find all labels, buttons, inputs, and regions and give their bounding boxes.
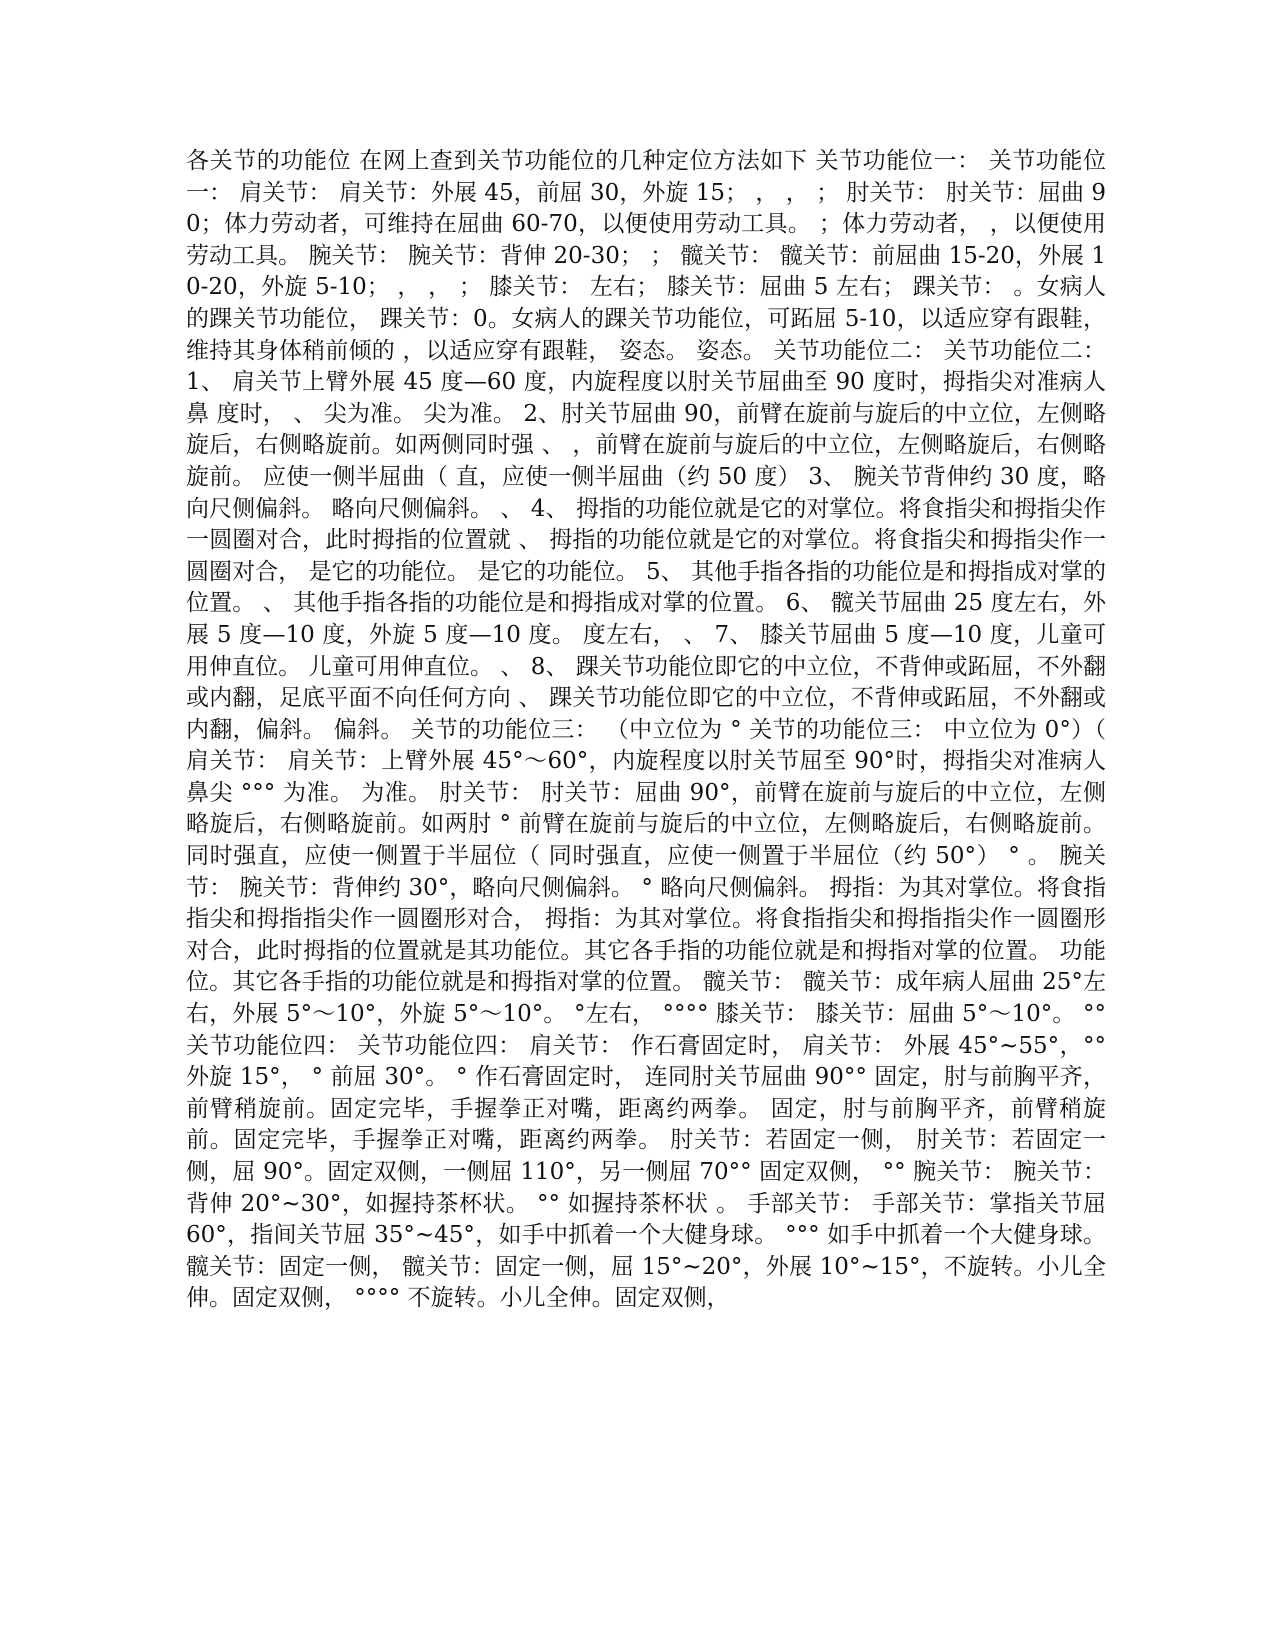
document-body-text: 各关节的功能位 在网上查到关节功能位的几种定位方法如下 关节功能位一： 关节功能位一： 肩关节： 肩关节：外展 45，前屈 30，外旋 15； ， ， ； 肘关节： 肘关节：屈曲 90；体力劳动者，可维持在屈曲 60-70，以便使用劳动工具。 ；体力劳动者， ，以便使用劳动工具。 腕关节： 腕关节：背伸 20-30； ； 髋关节： 髋关节：前屈曲 15-20，外展 10-20，外旋 5-10； ， ， ； 膝关节： 左右； 膝关节：屈曲 5 左右； 踝关节： 。女病人的踝关节功能位， 踝关节：0。女病人的踝关节功能位，可跖屈 5-10，以适应穿有跟鞋，维持其身体稍前倾的 ，以适应穿有跟鞋， 姿态。 姿态。 关节功能位二： 关节功能位二： 1、 肩关节上臂外展 45 度—60 度，内旋程度以肘关节屈曲至 90 度时，拇指尖对准病人鼻 度时， 、 尖为准。 尖为准。 2、肘关节屈曲 90，前臂在旋前与旋后的中立位，左侧略旋后，右侧略旋前。如两侧同时强 、 ，前臂在旋前与旋后的中立位，左侧略旋后，右侧略旋前。 应使一侧半屈曲（ 直，应使一侧半屈曲（约 50 度） 3、 腕关节背伸约 30 度，略向尺侧偏斜。 略向尺侧偏斜。 、 4、 拇指的功能位就是它的对掌位。将食指尖和拇指尖作一圆圈对合，此时拇指的位置就 、 拇指的功能位就是它的对掌位。将食指尖和拇指尖作一圆圈对合， 是它的功能位。 是它的功能位。 5、 其他手指各指的功能位是和拇指成对掌的位置。 、 其他手指各指的功能位是和拇指成对掌的位置。 6、 髋关节屈曲 25 度左右，外展 5 度—10 度，外旋 5 度—10 度。 度左右， 、 7、 膝关节屈曲 5 度—10 度，儿童可用伸直位。 儿童可用伸直位。 、 8、 踝关节功能位即它的中立位，不背伸或跖屈，不外翻或内翻，足底平面不向任何方向 、 踝关节功能位即它的中立位，不背伸或跖屈，不外翻或内翻，偏斜。 偏斜。 关节的功能位三： （中立位为 ° 关节的功能位三： 中立位为 0°）（ 肩关节： 肩关节：上臂外展 45°～60°，内旋程度以肘关节屈至 90°时，拇指尖对准病人鼻尖 °°° 为准。 为准。 肘关节： 肘关节：屈曲 90°，前臂在旋前与旋后的中立位，左侧略旋后，右侧略旋前。如两肘 ° 前臂在旋前与旋后的中立位，左侧略旋后，右侧略旋前。 同时强直，应使一侧置于半屈位（ 同时强直，应使一侧置于半屈位（约 50°） ° 。 腕关节： 腕关节：背伸约 30°，略向尺侧偏斜。 ° 略向尺侧偏斜。 拇指：为其对掌位。将食指指尖和拇指指尖作一圆圈形对合， 拇指：为其对掌位。将食指指尖和拇指指尖作一圆圈形对合，此时拇指的位置就是其功能位。其它各手指的功能位就是和拇指对掌的位置。 功能位。其它各手指的功能位就是和拇指对掌的位置。 髋关节： 髋关节：成年病人屈曲 25°左右，外展 5°～10°，外旋 5°～10°。 °左右， °°°° 膝关节： 膝关节：屈曲 5°～10°。 °° 关节功能位四： 关节功能位四： 肩关节： 作石膏固定时， 肩关节： 外展 45°~55°，°° 外旋 15°， ° 前屈 30°。 ° 作石膏固定时， 连同肘关节屈曲 90°° 固定，肘与前胸平齐，前臂稍旋前。固定完毕，手握拳正对嘴，距离约两拳。 固定，肘与前胸平齐，前臂稍旋前。固定完毕，手握拳正对嘴，距离约两拳。 肘关节：若固定一侧， 肘关节：若固定一侧，屈 90°。固定双侧，一侧屈 110°，另一侧屈 70°° 固定双侧， °° 腕关节： 腕关节：背伸 20°~30°，如握持茶杯状。 °° 如握持茶杯状 。 手部关节： 手部关节：掌指关节屈 60°，指间关节屈 35°~45°，如手中抓着一个大健身球。 °°° 如手中抓着一个大健身球。 髋关节：固定一侧， 髋关节：固定一侧，屈 15°~20°，外展 10°~15°，不旋转。小儿全伸。固定双侧， °°°° 不旋转。小儿全伸。固定双侧， [186, 148, 1106, 1312]
